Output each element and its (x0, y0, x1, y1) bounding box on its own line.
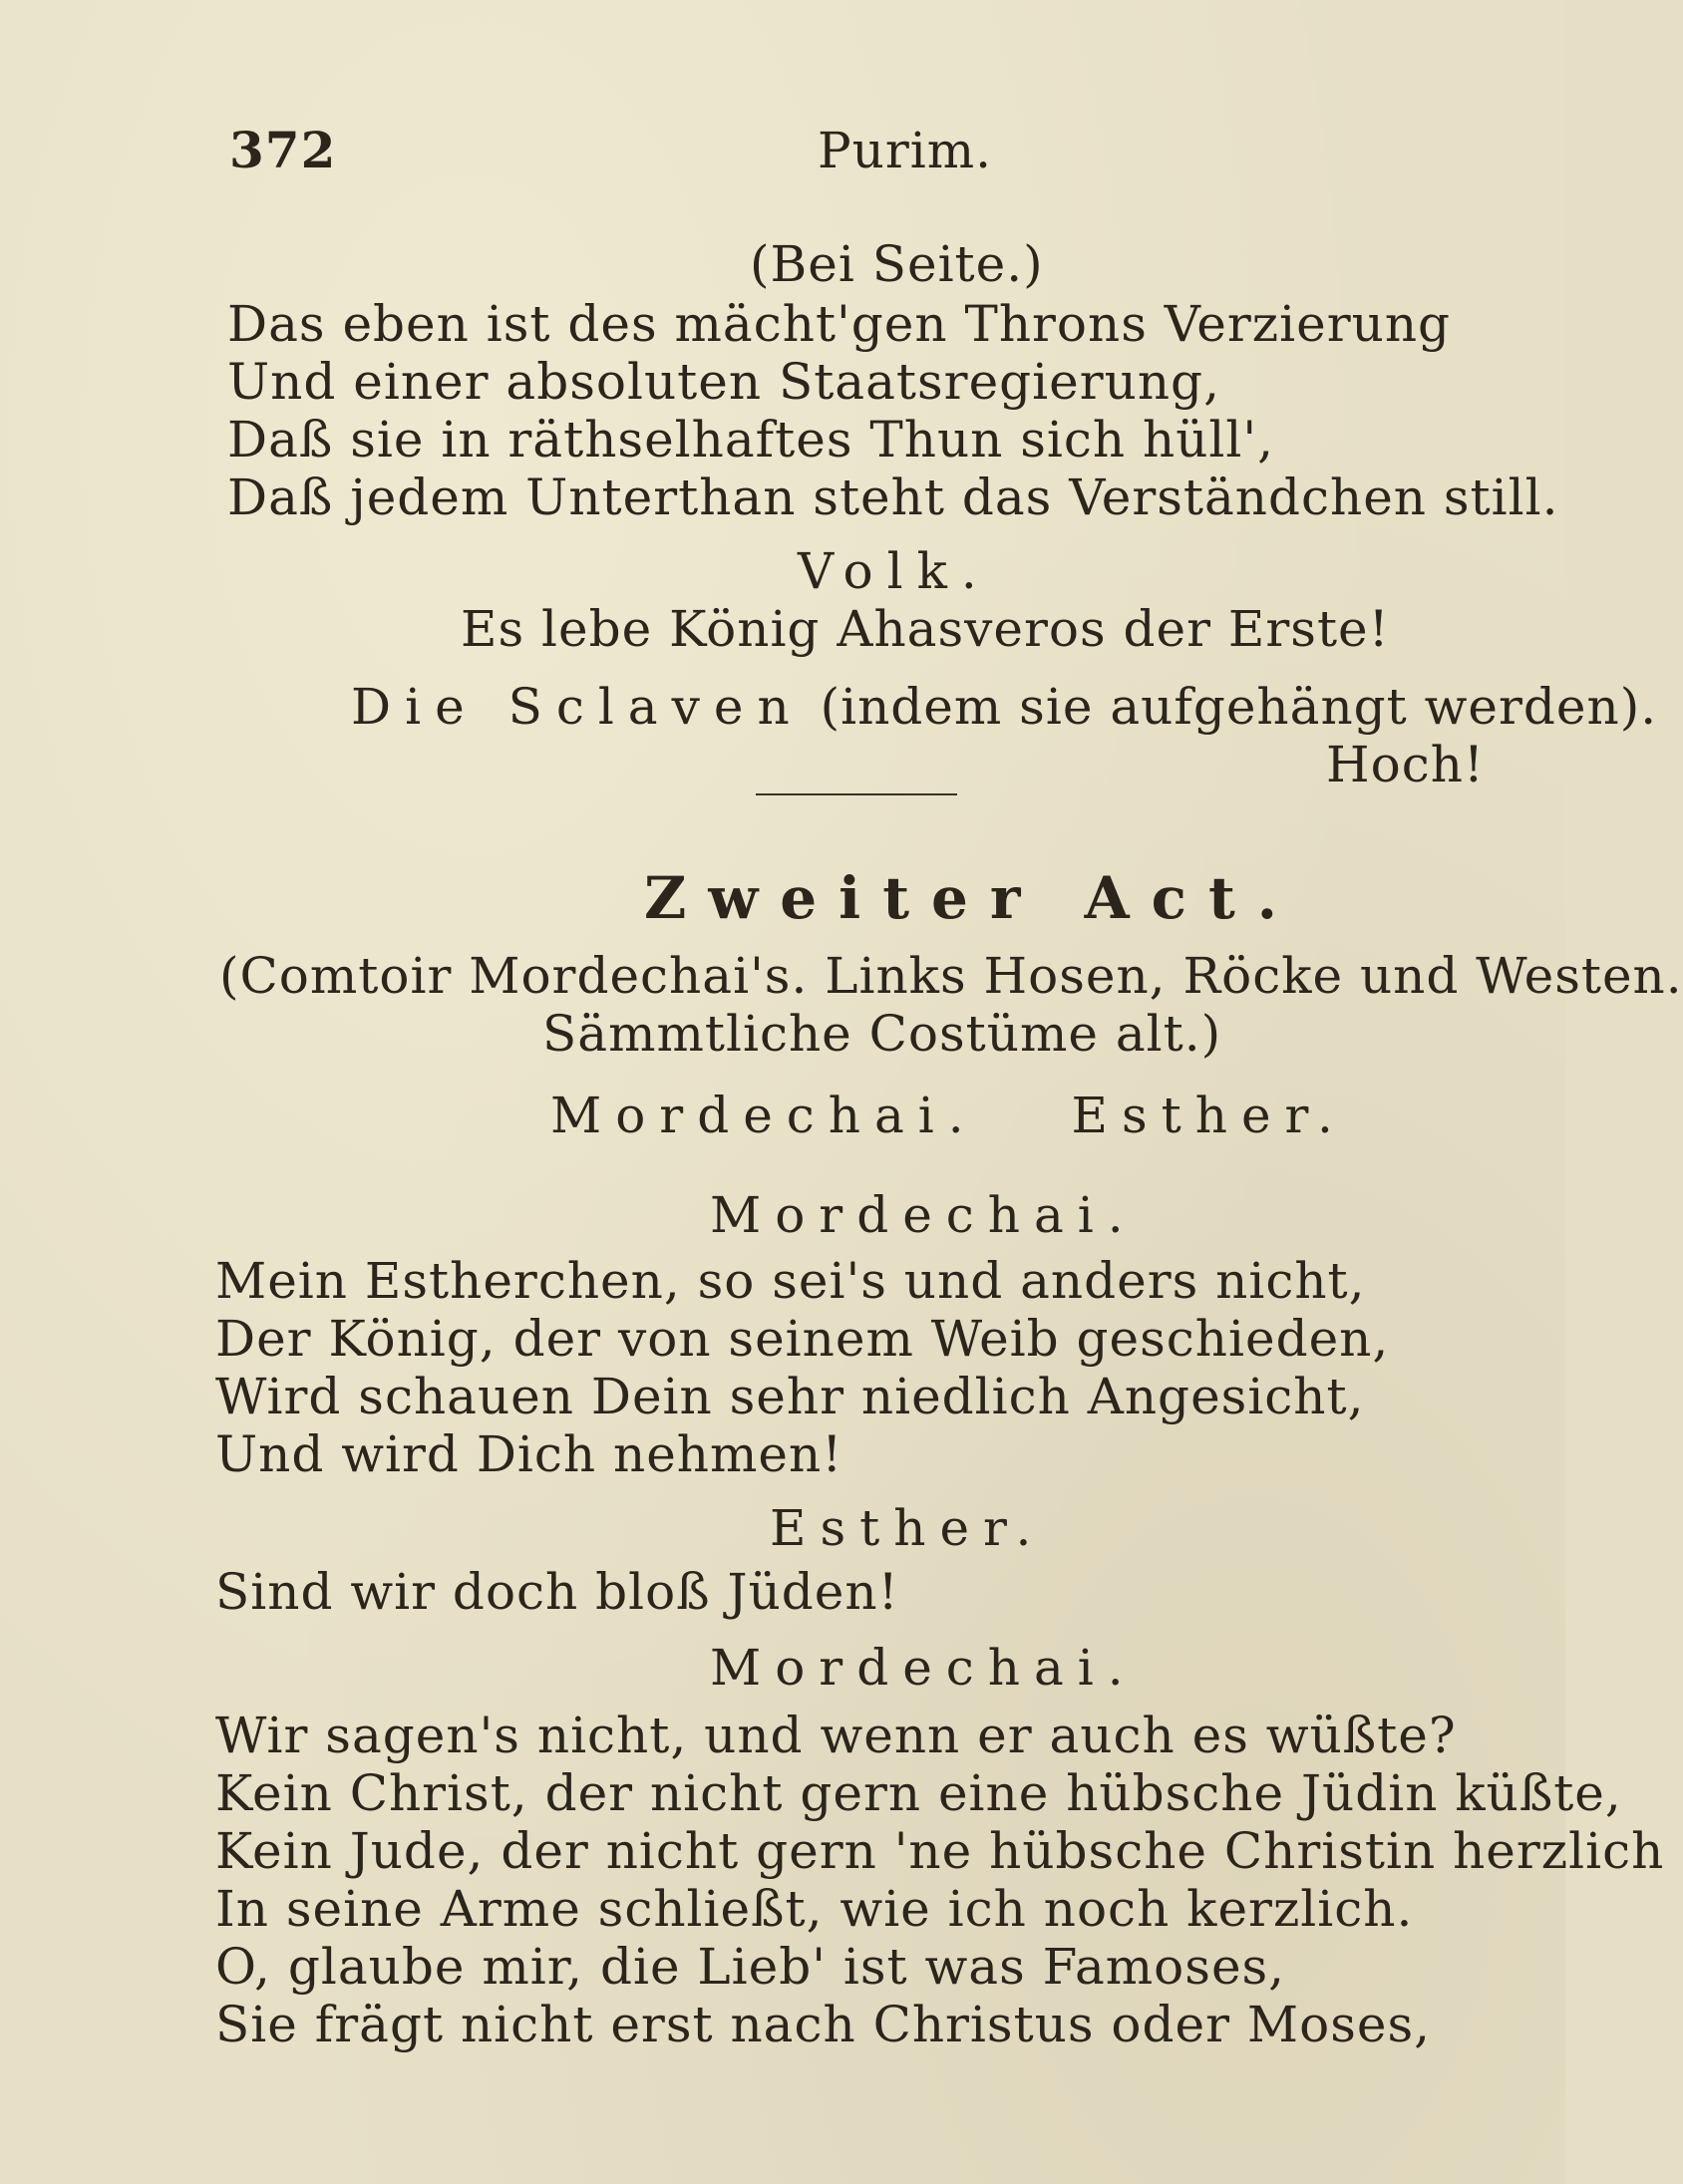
verse-line: Kein Christ, der nicht gern eine hübsche Jüdin küßte, (215, 1764, 1622, 1822)
verse-line: Wir sagen's nicht, und wenn er auch es wüßte? (215, 1707, 1457, 1764)
verse-line: Und wird Dich nehmen! (215, 1425, 843, 1483)
verse-line: O, glaube mir, die Lieb' ist was Famoses, (215, 1938, 1286, 1996)
verse-line: Hoch! (1326, 736, 1486, 793)
speaker-name: Mordechai. (710, 1639, 1138, 1697)
character-name: Mordechai. (550, 1087, 978, 1144)
verse-line: Wird schauen Dein sehr niedlich Angesicht, (215, 1368, 1365, 1425)
verse-line: Und einer absoluten Staatsregierung, (227, 353, 1220, 411)
verse-line: Der König, der von seinem Weib geschieden, (215, 1310, 1390, 1368)
speaker-name: Mordechai. (710, 1186, 1138, 1244)
verse-line: Es lebe König Ahasveros der Erste! (461, 600, 1390, 658)
stage-direction: (indem sie aufgehängt werden). (820, 678, 1658, 736)
verse-line: Sie frägt nicht erst nach Christus oder Moses, (215, 1996, 1432, 2053)
stage-direction: Sämmtliche Costüme alt.) (542, 1005, 1222, 1063)
verse-line: Kein Jude, der nicht gern 'ne hübsche Christin herzlich (215, 1822, 1665, 1880)
act-heading: Zweiter Act. (644, 864, 1299, 932)
page-number: 372 (229, 121, 337, 179)
speaker-name: Esther. (770, 1499, 1046, 1557)
stage-direction: (Comtoir Mordechai's. Links Hosen, Röcke und Westen. (219, 947, 1683, 1005)
speaker-line (351, 678, 1657, 736)
character-list (550, 1087, 1347, 1144)
character-name: Esther. (1071, 1087, 1347, 1144)
speaker-name: Volk. (798, 542, 991, 600)
stage-direction-aside: (Bei Seite.) (750, 235, 1044, 293)
verse-line: Das eben ist des mächt'gen Throns Verzierung (227, 295, 1452, 353)
running-title: Purim. (818, 122, 993, 179)
speaker-name: Die Sclaven (351, 678, 804, 736)
section-divider (756, 793, 957, 795)
verse-line: Daß sie in räthselhaftes Thun sich hüll', (227, 411, 1275, 468)
verse-line: In seine Arme schließt, wie ich noch kerzlich. (215, 1880, 1414, 1938)
verse-line: Daß jedem Unterthan steht das Verständchen still. (227, 468, 1559, 526)
verse-line: Sind wir doch bloß Jüden! (215, 1563, 899, 1621)
verse-line: Mein Estherchen, so sei's und anders nicht, (215, 1252, 1366, 1310)
